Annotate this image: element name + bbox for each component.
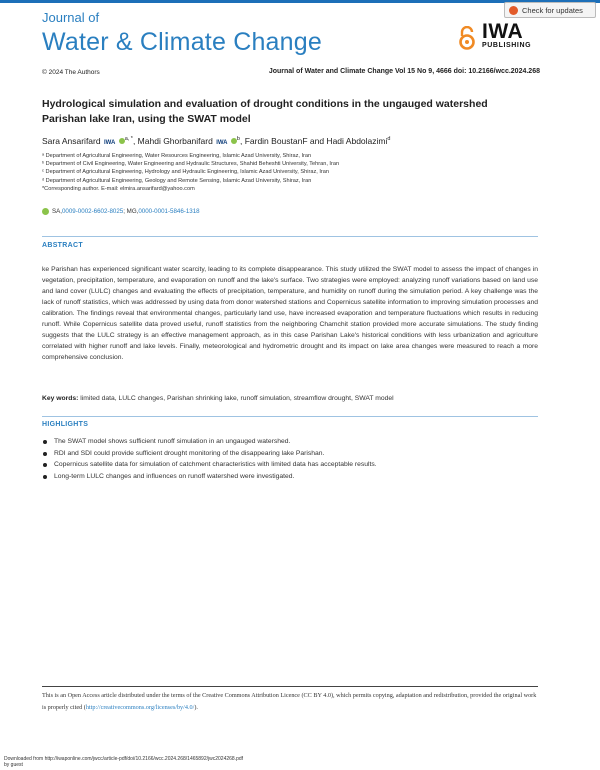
download-stamp xyxy=(4,756,243,768)
highlight-item xyxy=(42,459,538,471)
affiliation-line: ᵃ Department of Agricultural Engineering, Water Resources Engineering, Islamic Azad University, Shiraz, Iran xyxy=(42,153,312,159)
journal-name: Water & Climate Change xyxy=(42,28,322,56)
highlight-item xyxy=(42,436,538,448)
corresponding-author: *Corresponding author. E-mail: elmira.ansarifard@yahoo.com xyxy=(42,185,195,192)
abstract-body: ke Parishan has experienced significant water scarcity, leading to its complete disappearance. This study utilized the SWAT model to assess the impact of changes in vegetation, precipitation, temperature, and evaporation on runoff and the lake's surface. Two strategies were employed: analyzing runoff variations based on land use and land cover (LULC) changes and evaluating the effects of precipitation, temperature, and humidity on runoff during the simulation period. A key challenge was the lack of runoff statistics, which was addressed by using data from donor watershed stations and Copernicus satellite information to improving simulation processes and calibration. The findings reveal that environmental changes, particularly land use, have increased evaporation and temperature fluctuations which results in reducing runoff. While Copernicus satellite data proved useful, runoff statistics from the neighboring Chamchit station provided more accurate simulations. The study finding suggests that the LULC strategy is an effective management approach, as in this case Parishan Lake's historical conditions with less urbanization and agriculture correlated with higher runoff and lake levels. Finally, meteorological and hydrometric drought and its impact on lake area changes were measured to reach a more comprehensive conclusion. xyxy=(42,266,538,361)
download-url: Downloaded from http://iwaponline.com/jwcc/article-pdf/doi/10.2166/wcc.2024.268/1465892/jwc2024268.pdf xyxy=(4,756,244,762)
orcid-link-mg[interactable]: 0000-0001-5846-1318 xyxy=(138,208,200,215)
check-for-updates-button[interactable] xyxy=(504,2,596,18)
iwa-publishing-logo xyxy=(458,20,540,54)
download-by: by guest xyxy=(4,762,23,768)
orcid-ids xyxy=(42,208,200,215)
affiliations xyxy=(42,152,339,193)
highlight-item xyxy=(42,448,538,460)
footer-divider xyxy=(42,686,538,687)
highlight-text: RDI and SDI could provide sufficient drought monitoring of the disappearing lake Parishan. xyxy=(54,449,325,457)
affiliation-line: ᵈ Department of Agricultural Engineering, Geology and Remote Sensing, Islamic Azad University, Shiraz, Iran xyxy=(42,177,312,184)
highlights-list xyxy=(42,436,538,482)
journal-name-small: Journal of xyxy=(42,10,100,25)
keywords xyxy=(42,395,538,402)
author-superscript: d xyxy=(387,136,391,143)
orcid-prefix: SA, xyxy=(52,208,62,215)
highlight-text: Long-term LULC changes and influences on runoff watershed were investigated. xyxy=(54,472,295,480)
journal-citation: Journal of Water and Climate Change Vol 15 No 9, 4666 doi: 10.2166/wcc.2024.268 xyxy=(268,68,540,75)
author-name[interactable]: Sara Ansarifard xyxy=(42,136,101,146)
highlight-text: Copernicus satellite data for simulation of catchment characteristics with limited data has acceptable results. xyxy=(54,461,377,468)
bullet-icon xyxy=(43,475,47,479)
author-name[interactable]: , Fardin BoustanF and Hadi Abdolazimi xyxy=(239,136,388,146)
highlight-text: The SWAT model shows sufficient runoff simulation in an ungauged watershed. xyxy=(54,438,291,445)
logo-subtitle: PUBLISHING xyxy=(482,42,532,49)
keywords-label: Key words: xyxy=(42,395,79,402)
orcid-separator: ; MG, xyxy=(123,208,139,215)
iwa-member-badge: IWA xyxy=(216,140,228,146)
keywords-list: limited data, LULC changes, Parishan shrinking lake, runoff simulation, streamflow drought, SWAT model xyxy=(78,395,394,402)
author-superscript: b xyxy=(236,136,240,143)
orcid-link-sa[interactable]: 0009-0002-6602-8025 xyxy=(61,208,124,215)
logo-wordmark: IWA xyxy=(482,20,524,43)
section-divider xyxy=(42,416,538,417)
affiliation-line: ᵇ Department of Civil Engineering, Water Engineering and Hydraulic Structures, Shahid Beheshti University, Tehran, Iran xyxy=(42,161,340,168)
highlights-heading: HIGHLIGHTS xyxy=(42,421,89,428)
bullet-icon xyxy=(43,452,47,456)
orcid-icon xyxy=(42,208,49,215)
article-title: Hydrological simulation and evaluation of drought conditions in the ungauged watershed Parishan lake Iran, using the SWAT model xyxy=(42,98,488,125)
bullet-icon xyxy=(43,463,47,467)
affiliation-line: ᶜ Department of Agricultural Engineering, Hydrology and Hydraulic Engineering, Islamic Azad University, Shiraz, Iran xyxy=(42,169,329,176)
section-divider xyxy=(42,236,538,237)
licence-text: This is an Open Access article distributed under the terms of the Creative Commons Attribution Licence (CC BY 4.0), which permits copying, adaptation and redistribution, provided the original work is properly cited ( xyxy=(42,692,537,711)
iwa-member-badge: IWA xyxy=(103,140,116,146)
check-updates-label: Check for updates xyxy=(522,5,583,15)
highlight-item xyxy=(42,471,538,483)
author-list xyxy=(42,136,390,146)
author-name[interactable]: , Mahdi Ghorbanifard xyxy=(132,136,213,146)
bullet-icon xyxy=(43,440,47,444)
open-access-icon xyxy=(458,26,476,50)
author-superscript: a, * xyxy=(124,136,133,143)
licence-tail: ). xyxy=(194,704,198,711)
abstract-heading: ABSTRACT xyxy=(42,242,83,249)
licence-link[interactable]: http://creativecommons.org/licenses/by/4.0/ xyxy=(85,704,195,711)
licence-notice xyxy=(42,690,538,714)
copyright-notice: © 2024 The Authors xyxy=(42,69,100,76)
check-updates-icon xyxy=(509,6,518,15)
